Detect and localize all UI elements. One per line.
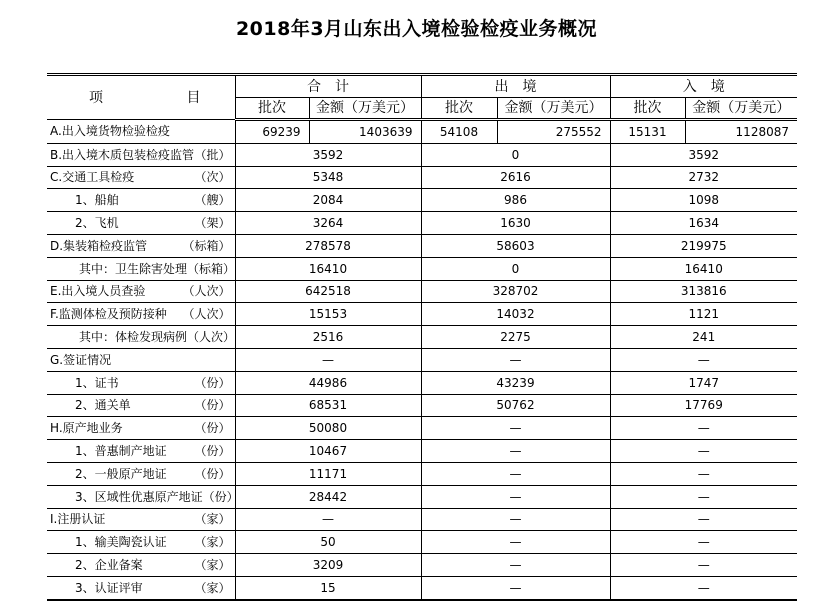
row-label — [47, 171, 235, 183]
row-label-cell — [47, 417, 235, 440]
cell-in: 1121 — [610, 303, 797, 326]
cell-total: — — [235, 508, 421, 531]
cell-in-amount: 1128087 — [685, 120, 797, 144]
cell-in: — — [610, 417, 797, 440]
row-item-name: 1、船舶 — [75, 193, 119, 208]
cell-total: 5348 — [235, 166, 421, 189]
table-row — [47, 326, 797, 349]
cell-out: 328702 — [421, 280, 610, 303]
cell-out: 2616 — [421, 166, 610, 189]
table-row — [47, 212, 797, 235]
cell-in: 1098 — [610, 189, 797, 212]
cell-out: 14032 — [421, 303, 610, 326]
row-unit: （家） — [194, 535, 231, 550]
cell-in: — — [610, 508, 797, 531]
row-item-name: 2、企业备案 — [75, 558, 143, 573]
row-item-name: H.原产地业务 — [50, 421, 123, 436]
row-unit: （份） — [194, 375, 231, 390]
header-total-count: 批次 — [235, 98, 309, 120]
cell-in: — — [610, 576, 797, 599]
cell-out: — — [421, 554, 610, 577]
table-row — [47, 508, 797, 531]
cell-out: — — [421, 508, 610, 531]
table-row — [47, 440, 797, 463]
row-item-name: 2、飞机 — [75, 216, 119, 231]
cell-total: 44986 — [235, 371, 421, 394]
cell-total: 3264 — [235, 212, 421, 235]
header-item-cell — [47, 75, 235, 120]
cell-out: — — [421, 462, 610, 485]
cell-out: 43239 — [421, 371, 610, 394]
header-group-total: 合 计 — [235, 75, 421, 98]
cell-in: — — [610, 440, 797, 463]
table-row — [47, 485, 797, 508]
cell-in: 3592 — [610, 143, 797, 166]
cell-in: — — [610, 485, 797, 508]
cell-out: — — [421, 440, 610, 463]
row-item-name: 其中：体检发现病例 — [79, 330, 188, 345]
cell-total: 2516 — [235, 326, 421, 349]
header-item-label-b: 目 — [186, 89, 201, 106]
row-item-name: 1、证书 — [75, 375, 119, 390]
header-total-amount: 金额（万美元） — [309, 98, 421, 120]
cell-total: 278578 — [235, 234, 421, 257]
row-unit: （架） — [194, 216, 231, 231]
row-item-name: B.出入境木质包装检疫监管 — [50, 147, 195, 162]
cell-total: 16410 — [235, 257, 421, 280]
cell-in: 2732 — [610, 166, 797, 189]
cell-out-amount: 275552 — [497, 120, 610, 144]
table-row — [47, 554, 797, 577]
row-unit: （艘） — [194, 193, 231, 208]
row-item-name: 1、普惠制产地证 — [75, 444, 167, 459]
row-label — [47, 149, 235, 161]
header-outbound-amount: 金额（万美元） — [497, 98, 610, 120]
table-row — [47, 257, 797, 280]
row-unit: （标箱） — [182, 238, 231, 253]
cell-out: 0 — [421, 143, 610, 166]
cell-total: 50080 — [235, 417, 421, 440]
header-group-outbound: 出 境 — [421, 75, 610, 98]
cell-in: — — [610, 554, 797, 577]
header-item-label-a: 项 — [89, 89, 103, 106]
cell-total: 3592 — [235, 143, 421, 166]
cell-in: — — [610, 531, 797, 554]
row-label — [47, 263, 235, 275]
cell-total: 68531 — [235, 394, 421, 417]
cell-out: 58603 — [421, 234, 610, 257]
cell-total: 642518 — [235, 280, 421, 303]
row-unit: （家） — [194, 558, 231, 573]
row-label — [47, 354, 235, 366]
row-label-cell — [47, 554, 235, 577]
row-item-name: 其中：卫生除害处理 — [79, 261, 188, 276]
cell-in: 16410 — [610, 257, 797, 280]
cell-total: 2084 — [235, 189, 421, 212]
cell-out: — — [421, 348, 610, 371]
table-row — [47, 371, 797, 394]
table-row — [47, 394, 797, 417]
row-label — [47, 513, 235, 525]
row-unit: （家） — [194, 580, 231, 595]
row-unit: （人次） — [187, 330, 236, 345]
row-label-cell — [47, 280, 235, 303]
cell-out: 2275 — [421, 326, 610, 349]
cell-out-count: 54108 — [421, 120, 497, 144]
cell-out: — — [421, 417, 610, 440]
row-item-name: 2、一般原产地证 — [75, 466, 167, 481]
row-label — [47, 331, 235, 343]
row-label-cell — [47, 212, 235, 235]
header-group-inbound: 入 境 — [610, 75, 797, 98]
table-row — [47, 234, 797, 257]
row-label — [47, 422, 235, 434]
row-item-name: I.注册认证 — [50, 512, 106, 527]
row-label-cell — [47, 371, 235, 394]
row-unit: （份） — [194, 444, 231, 459]
cell-in-count: 15131 — [610, 120, 685, 144]
row-label — [47, 125, 235, 137]
row-label — [47, 240, 235, 252]
header-inbound-amount: 金额（万美元） — [685, 98, 797, 120]
cell-in: 1634 — [610, 212, 797, 235]
row-label — [47, 582, 235, 594]
table-row — [47, 531, 797, 554]
row-item-name: 1、输美陶瓷认证 — [75, 535, 167, 550]
row-label — [47, 536, 235, 548]
cell-out: 50762 — [421, 394, 610, 417]
row-item-name: G.签证情况 — [50, 352, 112, 367]
row-item-name: D.集装箱检疫监管 — [50, 238, 148, 253]
row-unit: （次） — [194, 170, 231, 185]
cell-total: 15153 — [235, 303, 421, 326]
cell-out: 986 — [421, 189, 610, 212]
cell-in: — — [610, 462, 797, 485]
row-item-name: 3、区域性优惠原产地证 — [75, 489, 203, 504]
cell-out: 1630 — [421, 212, 610, 235]
cell-total: 3209 — [235, 554, 421, 577]
row-label — [47, 399, 235, 411]
cell-in: 241 — [610, 326, 797, 349]
cell-total: 50 — [235, 531, 421, 554]
cell-total: 11171 — [235, 462, 421, 485]
row-label-cell — [47, 508, 235, 531]
row-label — [47, 445, 235, 457]
row-label — [47, 308, 235, 320]
cell-out: — — [421, 485, 610, 508]
row-unit: （人次） — [182, 284, 231, 299]
cell-in: 1747 — [610, 371, 797, 394]
table-row — [47, 166, 797, 189]
row-item-name: A.出入境货物检验检疫 — [50, 124, 170, 139]
row-unit: （份） — [194, 466, 231, 481]
table-body — [47, 120, 797, 600]
row-item-name: F.监测体检及预防接种 — [50, 307, 167, 322]
table-row — [47, 189, 797, 212]
page-title: 2018年3月山东出入境检验检疫业务概况 — [235, 18, 598, 40]
table-row — [47, 303, 797, 326]
row-label-cell — [47, 462, 235, 485]
row-label-cell — [47, 485, 239, 508]
header-outbound-count: 批次 — [421, 98, 497, 120]
row-label-cell — [47, 348, 235, 371]
table-row — [47, 417, 797, 440]
row-label-cell — [47, 576, 235, 599]
row-unit: （份） — [202, 489, 239, 504]
row-unit: （标箱） — [187, 261, 236, 276]
row-label — [47, 559, 235, 571]
row-unit: （份） — [194, 398, 231, 413]
row-unit: （份） — [194, 421, 231, 436]
row-item-name: 2、通关单 — [75, 398, 131, 413]
row-label-cell — [47, 326, 235, 349]
header-inbound-count: 批次 — [610, 98, 685, 120]
row-unit: （批） — [194, 147, 231, 162]
cell-in: 313816 — [610, 280, 797, 303]
row-item-name: 3、认证评审 — [75, 580, 143, 595]
row-label-cell — [47, 257, 235, 280]
row-label-cell — [47, 120, 235, 144]
cell-out: — — [421, 531, 610, 554]
row-label — [47, 194, 235, 206]
row-item-name: E.出入境人员查验 — [50, 284, 146, 299]
cell-out: — — [421, 576, 610, 599]
row-unit: （家） — [194, 512, 231, 527]
row-label-cell — [47, 166, 235, 189]
cell-total: — — [235, 348, 421, 371]
table-row — [47, 280, 797, 303]
cell-in: 219975 — [610, 234, 797, 257]
row-label — [47, 217, 235, 229]
table-row — [47, 348, 797, 371]
row-label — [47, 489, 239, 504]
table-row — [47, 576, 797, 599]
header-row-groups — [47, 75, 797, 98]
row-label-cell — [47, 394, 235, 417]
row-label-cell — [47, 303, 235, 326]
row-label-cell — [47, 234, 235, 257]
row-label — [47, 468, 235, 480]
business-overview-table — [47, 73, 797, 601]
cell-out: 0 — [421, 257, 610, 280]
row-label-cell — [47, 440, 235, 463]
row-label-cell — [47, 189, 235, 212]
table-row — [47, 120, 797, 144]
row-item-name: C.交通工具检疫 — [50, 170, 135, 185]
cell-in: — — [610, 348, 797, 371]
row-label — [47, 285, 235, 297]
cell-total: 10467 — [235, 440, 421, 463]
table-row — [47, 462, 797, 485]
row-unit: （人次） — [182, 307, 231, 322]
cell-total: 15 — [235, 576, 421, 599]
cell-total-count: 69239 — [235, 120, 309, 144]
table-row — [47, 143, 797, 166]
row-label — [47, 377, 235, 389]
row-label-cell — [47, 531, 235, 554]
business-table-container — [47, 73, 797, 601]
cell-total: 28442 — [235, 485, 421, 508]
row-label-cell — [47, 143, 235, 166]
cell-in: 17769 — [610, 394, 797, 417]
cell-total-amount: 1403639 — [309, 120, 421, 144]
